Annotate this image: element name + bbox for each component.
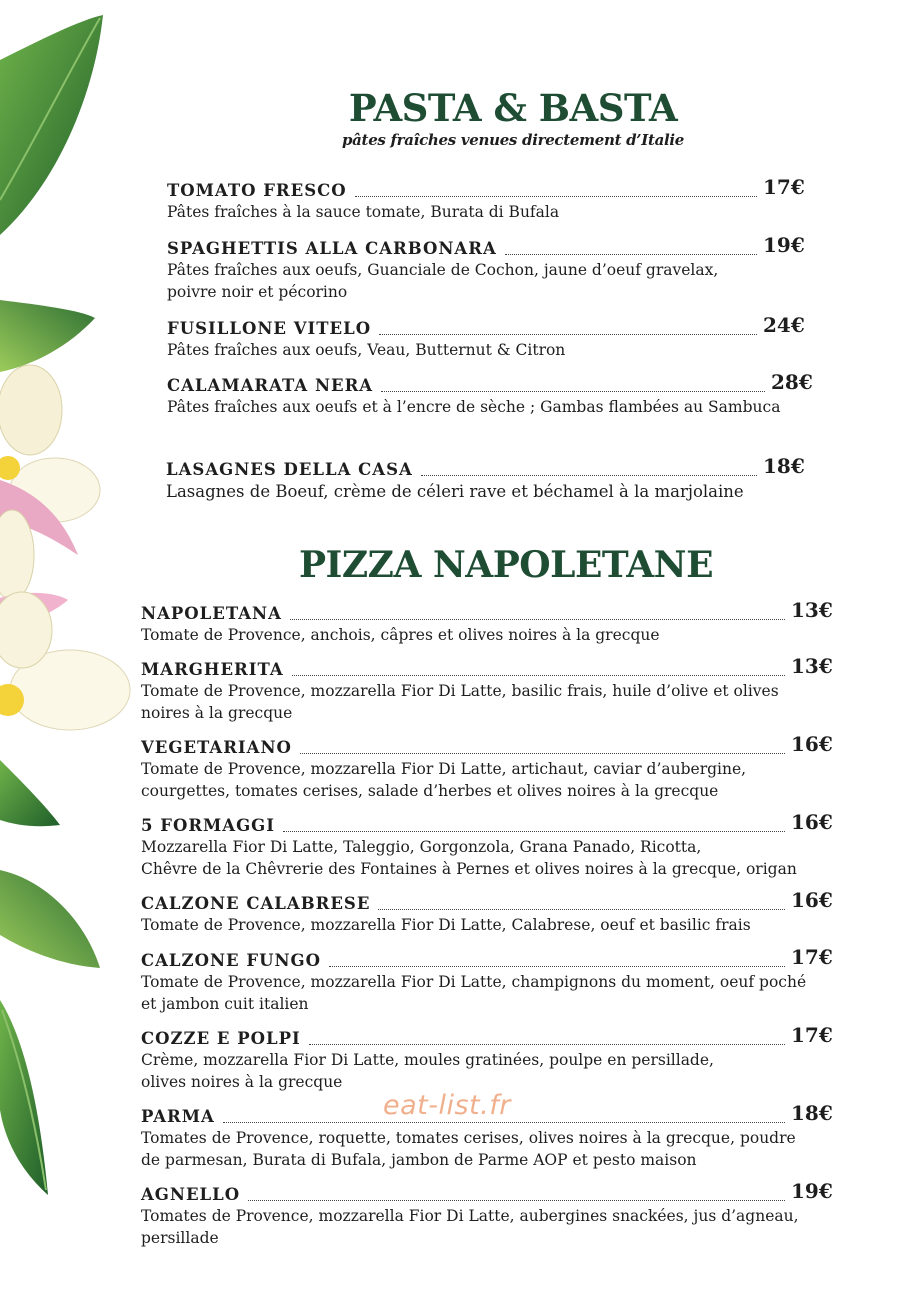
menu-item-5-formaggi (141, 810, 847, 880)
item-price: 17€ (763, 175, 805, 199)
item-price: 16€ (791, 810, 833, 834)
item-name: VEGETARIANO (141, 738, 292, 757)
item-description: Tomate de Provence, mozzarella Fior Di Latte, Calabrese, oeuf et basilic frais (141, 916, 751, 934)
section-title-pizza: PIZZA NAPOLETANE (298, 544, 714, 586)
item-price: 19€ (791, 1179, 833, 1203)
section-title-pasta: PASTA & BASTA (348, 86, 678, 130)
item-description: Tomates de Provence, roquette, tomates cerises, olives noires à la grecque, poudre de parmesan, Burata di Bufala, jambon de Parme AOP et pesto maison (141, 1129, 796, 1169)
item-name: AGNELLO (141, 1185, 241, 1204)
item-price: 24€ (763, 313, 805, 337)
item-description: Tomates de Provence, mozzarella Fior Di Latte, aubergines snackées, jus d’agneau, persillade (141, 1207, 799, 1247)
item-price: 18€ (763, 454, 805, 478)
item-description: Tomate de Provence, mozzarella Fior Di Latte, champignons du moment, oeuf poché et jambon cuit italien (141, 973, 807, 1013)
item-price: 18€ (791, 1101, 833, 1125)
item-name: LASAGNES DELLA CASA (166, 460, 413, 479)
item-name: CALZONE CALABRESE (141, 894, 371, 913)
menu-item-calzone-calabrese (141, 888, 847, 937)
menu-item-spaghettis-carbonara (167, 233, 819, 303)
menu-item-agnello (141, 1179, 847, 1249)
item-name: TOMATO FRESCO (167, 181, 347, 200)
menu-item-napoletana (141, 598, 847, 647)
item-description: Pâtes fraîches aux oeufs, Veau, Butternut & Citron (167, 341, 566, 359)
item-name: CALZONE FUNGO (141, 951, 322, 970)
item-price: 16€ (791, 732, 833, 756)
menu-item-fusillone-vitelo (167, 313, 819, 362)
item-description: Pâtes fraîches aux oeufs et à l’encre de sèche ; Gambas flambées au Sambuca (167, 398, 781, 416)
item-name: PARMA (141, 1107, 215, 1126)
item-name: 5 FORMAGGI (141, 816, 275, 835)
item-price: 17€ (791, 1023, 833, 1047)
menu-item-vegetariano (141, 732, 847, 802)
item-description: Tomate de Provence, mozzarella Fior Di Latte, basilic frais, huile d’olive et olives noires à la grecque (141, 682, 779, 722)
item-description: Lasagnes de Boeuf, crème de céleri rave et béchamel à la marjolaine (166, 482, 744, 501)
item-price: 16€ (791, 888, 833, 912)
floral-decoration (0, 0, 160, 1299)
item-price: 13€ (791, 654, 833, 678)
item-name: CALAMARATA NERA (167, 376, 374, 395)
item-price: 19€ (763, 233, 805, 257)
menu-item-calzone-fungo (141, 945, 847, 1015)
section-subtitle-pasta: pâtes fraîches venues directement d’Italie (341, 131, 685, 149)
item-description: Tomate de Provence, anchois, câpres et olives noires à la grecque (141, 626, 660, 644)
item-description: Pâtes fraîches à la sauce tomate, Burata di Bufala (167, 203, 560, 221)
item-name: NAPOLETANA (141, 604, 282, 623)
item-name: COZZE E POLPI (141, 1029, 301, 1048)
menu-item-cozze-e-polpi (141, 1023, 847, 1093)
item-price: 28€ (771, 370, 813, 394)
menu-item-margherita (141, 654, 847, 724)
item-description: Mozzarella Fior Di Latte, Taleggio, Gorgonzola, Grana Panado, Ricotta, Chêvre de la Chêvrerie des Fontaines à Pernes et olives noires à la grecque, origan (141, 838, 797, 878)
item-description: Crème, mozzarella Fior Di Latte, moules gratinées, poulpe en persillade, olives noires à la grecque (141, 1051, 714, 1091)
item-price: 17€ (791, 945, 833, 969)
watermark: eat-list.fr (383, 1090, 511, 1121)
item-price: 13€ (791, 598, 833, 622)
menu-item-calamarata-nera (167, 370, 827, 419)
item-name: SPAGHETTIS ALLA CARBONARA (167, 239, 497, 258)
item-description: Tomate de Provence, mozzarella Fior Di Latte, artichaut, caviar d’aubergine, courgettes, tomates cerises, salade d’herbes et olives noires à la grecque (141, 760, 747, 800)
menu-item-tomato-fresco (167, 175, 819, 224)
item-description: Pâtes fraîches aux oeufs, Guanciale de Cochon, jaune d’oeuf gravelax, poivre noir et pécorino (167, 261, 719, 301)
menu-item-lasagnes-della-casa (166, 454, 819, 503)
item-name: FUSILLONE VITELO (167, 319, 372, 338)
item-name: MARGHERITA (141, 660, 284, 679)
